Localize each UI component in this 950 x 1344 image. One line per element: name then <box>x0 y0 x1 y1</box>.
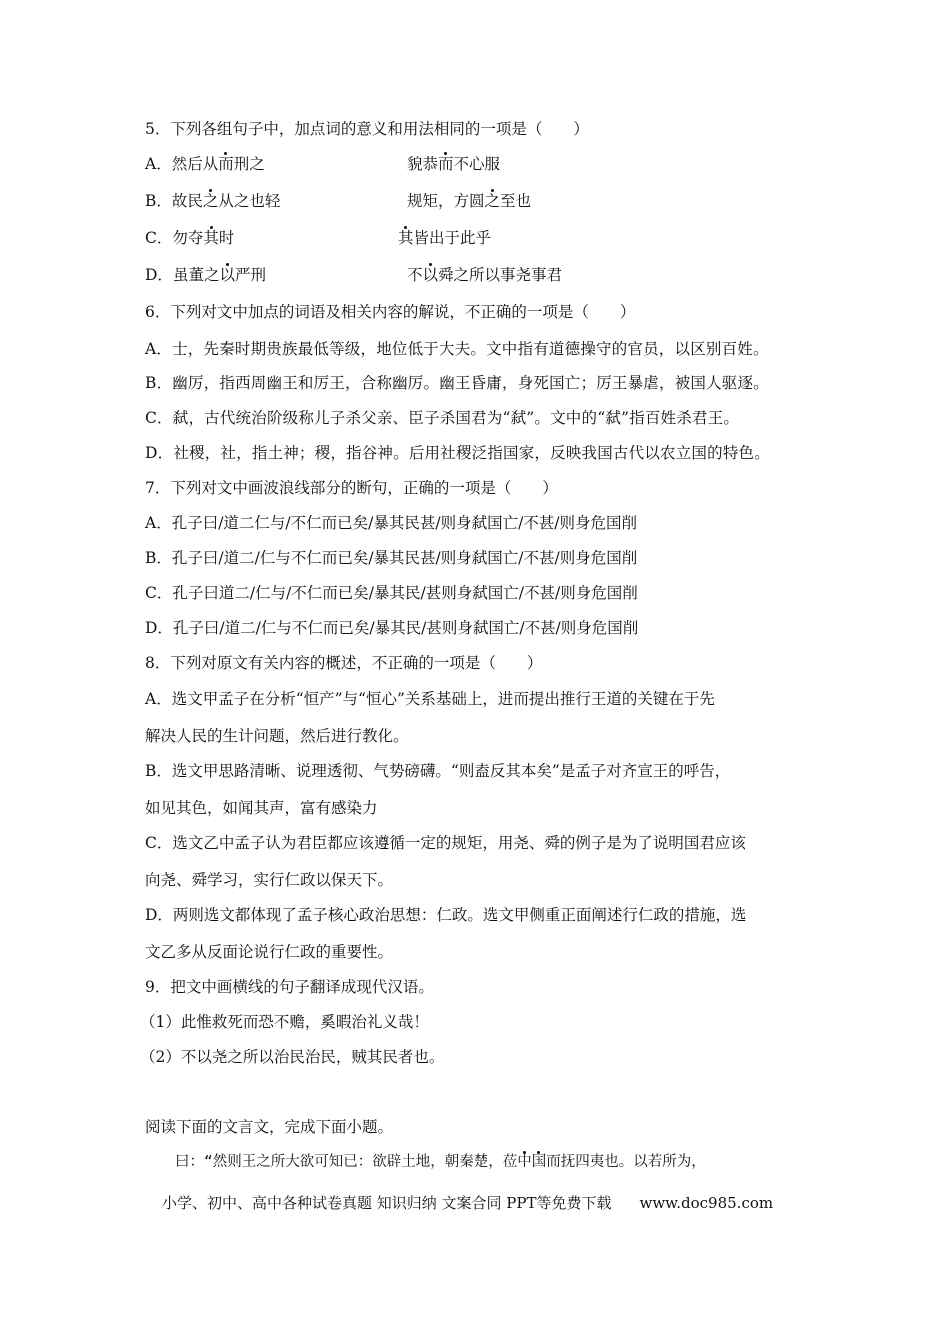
q8-option-b-line2: 如见其色，如闻其声，富有感染力 <box>145 799 378 817</box>
q5-option-d: D．虽董之以严刑 不以舜之所以事尧事君 <box>145 266 563 284</box>
q9-sentence-2: （2）不以尧之所以治民治民，贼其民者也。 <box>140 1048 445 1066</box>
q6-option-b: B．幽厉，指西周幽王和厉王，合称幽厉。幽王昏庸，身死国亡；厉王暴虐，被国人驱逐。 <box>145 374 769 392</box>
q5-option-c-right: 其皆出于此乎 <box>398 229 492 247</box>
reading-dotted-word-1: 中 <box>517 1154 532 1170</box>
q5-b-dotted-word-left: 之 <box>202 192 219 210</box>
q9-stem: 9．把文中画横线的句子翻译成现代汉语。 <box>145 978 434 996</box>
q5-a-dotted-word-right: 而 <box>438 155 454 173</box>
q5-d-dotted-word-right: 以 <box>422 266 439 284</box>
q8-option-a-line1: A．选文甲孟子在分析“恒产”与“恒心”关系基础上，进而提出推行王道的关键在于先 <box>145 690 715 708</box>
footer-text: 小学、初中、高中各种试卷真题 知识归纳 文案合同 PPT等免费下载 <box>162 1194 612 1212</box>
q8-option-c-line2: 向尧、舜学习，实行仁政以保天下。 <box>145 871 394 889</box>
q8-option-d-line2: 文乙多从反面论说行仁政的重要性。 <box>145 943 394 961</box>
q8-option-b-line1: B．选文甲思路清晰、说理透彻、气势磅礴。“则盍反其本矣”是孟子对齐宣王的呼告， <box>145 762 731 780</box>
q7-option-b: B．孔子曰/道二/仁与不仁而已矣/暴其民甚/则身弑国亡/不甚/则身危国削 <box>145 549 638 567</box>
q5-option-d-right: 不以舜之所以事尧事君 <box>407 266 563 284</box>
q5-stem: 5．下列各组句子中，加点词的意义和用法相同的一项是（ ） <box>145 120 589 138</box>
q8-stem: 8．下列对原文有关内容的概述，不正确的一项是（ ） <box>145 654 543 672</box>
q7-option-a: A．孔子曰/道二仁与/不仁而已矣/暴其民甚/则身弑国亡/不甚/则身危国削 <box>145 514 638 532</box>
q9-sentence-1: （1）此惟救死而恐不赡，奚暇治礼义哉！ <box>140 1013 429 1031</box>
page-footer <box>162 1192 773 1213</box>
q7-option-d: D．孔子曰/道二/仁与不仁而已矣/暴其民/甚则身弑国亡/不甚/则身危国削 <box>145 619 639 637</box>
q6-stem: 6．下列对文中加点的词语及相关内容的解说，不正确的一项是（ ） <box>145 303 636 321</box>
q6-option-a: A．士，先秦时期贵族最低等级，地位低于大夫。文中指有道德操守的官员，以区别百姓。 <box>145 340 769 358</box>
q5-c-dotted-word-left: 其 <box>203 229 219 247</box>
reading-intro: 阅读下面的文言文，完成下面小题。 <box>145 1118 394 1136</box>
q5-option-a: A．然后从而刑之 貌恭而不心服 <box>145 155 501 173</box>
reading-passage-line1: 曰：“然则王之所大欲可知已：欲辟土地，朝秦楚，莅中国而抚四夷也。以若所为， <box>175 1154 706 1170</box>
q5-option-b-right: 规矩，方圆之至也 <box>407 192 532 210</box>
reading-dotted-word-2: 国 <box>531 1154 547 1170</box>
q5-option-b: B．故民之从之也轻 规矩，方圆之至也 <box>145 192 532 210</box>
q8-option-a-line2: 解决人民的生计问题，然后进行教化。 <box>145 727 409 745</box>
q5-a-dotted-word-left: 而 <box>218 155 234 173</box>
q6-option-d: D．社稷，社，指土神；稷，指谷神。后用社稷泛指国家，反映我国古代以农立国的特色。 <box>145 444 770 462</box>
q5-b-dotted-word-right: 之 <box>484 192 501 210</box>
footer-url-link[interactable]: www.doc985.com <box>639 1194 774 1212</box>
q7-stem: 7．下列对文中画波浪线部分的断句，正确的一项是（ ） <box>145 479 558 497</box>
q8-option-c-line1: C．选文乙中孟子认为君臣都应该遵循一定的规矩，用尧、舜的例子是为了说明国君应该 <box>145 834 746 852</box>
q5-option-c: C．勿夺其时 其皆出于此乎 <box>145 229 492 247</box>
q6-option-c: C．弑，古代统治阶级称儿子杀父亲、臣子杀国君为“弑”。文中的“弑”指百姓杀君王。 <box>145 409 740 427</box>
q5-d-dotted-word-left: 以 <box>219 266 235 284</box>
q7-option-c: C．孔子曰道二/仁与/不仁而已矣/暴其民/甚则身弑国亡/不甚/则身危国削 <box>145 584 638 602</box>
q5-option-a-right: 貌恭而不心服 <box>407 155 501 173</box>
q5-c-dotted-word-right: 其 <box>398 229 414 247</box>
q8-option-d-line1: D．两则选文都体现了孟子核心政治思想：仁政。选文甲侧重正面阐述行仁政的措施，选 <box>145 906 747 924</box>
